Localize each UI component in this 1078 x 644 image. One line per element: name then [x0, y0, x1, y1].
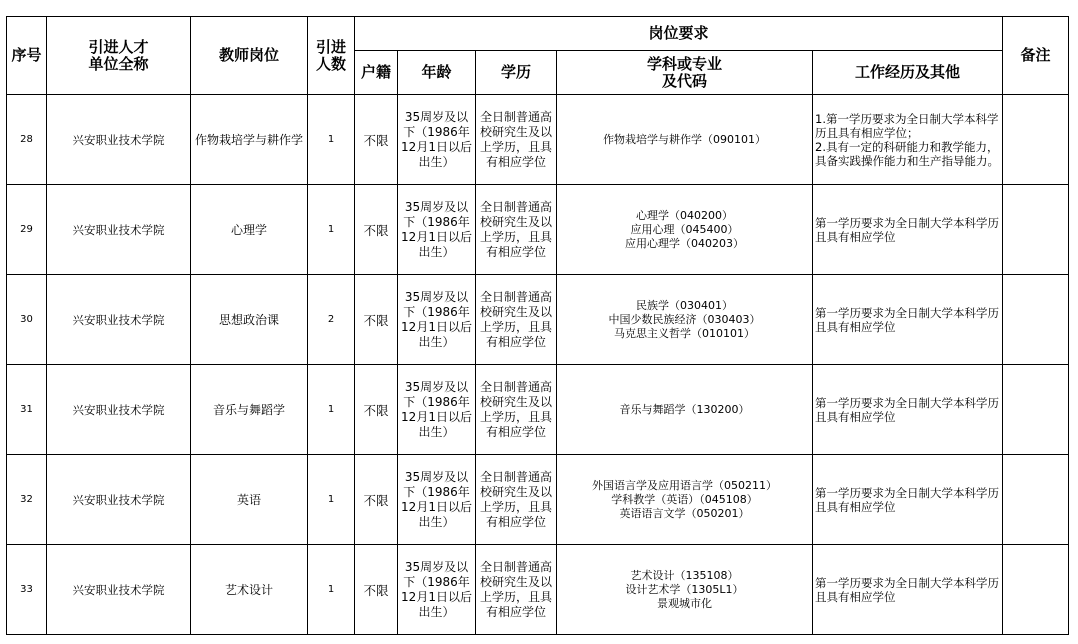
cell-education: 全日制普通高校研究生及以上学历，且具有相应学位 [476, 95, 557, 185]
table-row [7, 545, 1069, 635]
experience-item: 2.具有一定的科研能力和教学能力，具备实践操作能力和生产指导能力。 [815, 139, 999, 168]
experience-item: 第一学历要求为全日制大学本科学历且具有相应学位 [815, 215, 999, 244]
cell-education: 全日制普通高校研究生及以上学历，且具有相应学位 [476, 365, 557, 455]
header-education: 学历 [476, 51, 557, 95]
cell-note [1003, 545, 1069, 635]
cell-seq: 33 [7, 545, 47, 635]
cell-position: 作物栽培学与耕作学 [191, 95, 308, 185]
header-requirements: 岗位要求 [355, 17, 1003, 51]
cell-hukou: 不限 [355, 455, 398, 545]
cell-experience [813, 365, 1003, 455]
experience-item: 第一学历要求为全日制大学本科学历且具有相应学位 [815, 575, 999, 604]
cell-major [557, 455, 813, 545]
header-position: 教师岗位 [191, 17, 308, 95]
cell-experience [813, 545, 1003, 635]
header-count: 引进 人数 [308, 17, 355, 95]
table-row [7, 455, 1069, 545]
header-major: 学科或专业 及代码 [557, 51, 813, 95]
cell-count: 1 [308, 185, 355, 275]
cell-hukou: 不限 [355, 365, 398, 455]
cell-position: 心理学 [191, 185, 308, 275]
cell-position: 英语 [191, 455, 308, 545]
major-item: 景观城市化 [657, 596, 712, 610]
cell-education: 全日制普通高校研究生及以上学历，且具有相应学位 [476, 275, 557, 365]
cell-note [1003, 95, 1069, 185]
major-item: 设计艺术学（1305L1） [625, 582, 744, 596]
header-experience: 工作经历及其他 [813, 51, 1003, 95]
cell-count: 1 [308, 545, 355, 635]
cell-age: 35周岁及以下（1986年12月1日以后出生） [398, 545, 476, 635]
major-item: 心理学（040200） [636, 208, 733, 222]
experience-item: 第一学历要求为全日制大学本科学历且具有相应学位 [815, 395, 999, 424]
cell-age: 35周岁及以下（1986年12月1日以后出生） [398, 365, 476, 455]
cell-unit: 兴安职业技术学院 [47, 545, 191, 635]
experience-item: 第一学历要求为全日制大学本科学历且具有相应学位 [815, 485, 999, 514]
cell-age: 35周岁及以下（1986年12月1日以后出生） [398, 185, 476, 275]
cell-unit: 兴安职业技术学院 [47, 365, 191, 455]
major-item: 英语语言文学（050201） [619, 506, 750, 520]
major-item: 应用心理学（040203） [625, 236, 744, 250]
cell-note [1003, 455, 1069, 545]
cell-count: 2 [308, 275, 355, 365]
cell-major [557, 365, 813, 455]
table-row [7, 275, 1069, 365]
major-item: 外国语言学及应用语言学（050211） [592, 478, 777, 492]
major-item: 音乐与舞蹈学（130200） [619, 402, 750, 416]
cell-unit: 兴安职业技术学院 [47, 95, 191, 185]
cell-education: 全日制普通高校研究生及以上学历，且具有相应学位 [476, 185, 557, 275]
cell-unit: 兴安职业技术学院 [47, 185, 191, 275]
cell-major [557, 185, 813, 275]
major-item: 中国少数民族经济（030403） [608, 312, 761, 326]
cell-seq: 28 [7, 95, 47, 185]
cell-major [557, 545, 813, 635]
cell-position: 思想政治课 [191, 275, 308, 365]
cell-experience [813, 275, 1003, 365]
table-row [7, 365, 1069, 455]
cell-hukou: 不限 [355, 545, 398, 635]
table-row [7, 95, 1069, 185]
cell-count: 1 [308, 365, 355, 455]
cell-seq: 30 [7, 275, 47, 365]
major-item: 作物栽培学与耕作学（090101） [603, 132, 766, 146]
cell-age: 35周岁及以下（1986年12月1日以后出生） [398, 455, 476, 545]
cell-count: 1 [308, 455, 355, 545]
cell-unit: 兴安职业技术学院 [47, 275, 191, 365]
table-row [7, 185, 1069, 275]
major-item: 艺术设计（135108） [630, 568, 739, 582]
experience-item: 1.第一学历要求为全日制大学本科学历且具有相应学位； [815, 111, 999, 140]
major-item: 应用心理（045400） [630, 222, 739, 236]
cell-hukou: 不限 [355, 185, 398, 275]
cell-experience [813, 455, 1003, 545]
cell-seq: 29 [7, 185, 47, 275]
table-body [7, 95, 1069, 635]
cell-note [1003, 185, 1069, 275]
cell-education: 全日制普通高校研究生及以上学历，且具有相应学位 [476, 455, 557, 545]
cell-hukou: 不限 [355, 95, 398, 185]
header-note: 备注 [1003, 17, 1069, 95]
cell-count: 1 [308, 95, 355, 185]
cell-experience [813, 95, 1003, 185]
cell-experience [813, 185, 1003, 275]
cell-education: 全日制普通高校研究生及以上学历，且具有相应学位 [476, 545, 557, 635]
cell-major [557, 95, 813, 185]
major-item: 民族学（030401） [636, 298, 733, 312]
cell-hukou: 不限 [355, 275, 398, 365]
header-seq: 序号 [7, 17, 47, 95]
header-age: 年龄 [398, 51, 476, 95]
cell-note [1003, 275, 1069, 365]
cell-seq: 32 [7, 455, 47, 545]
cell-age: 35周岁及以下（1986年12月1日以后出生） [398, 275, 476, 365]
cell-position: 音乐与舞蹈学 [191, 365, 308, 455]
header-unit: 引进人才 单位全称 [47, 17, 191, 95]
experience-item: 第一学历要求为全日制大学本科学历且具有相应学位 [815, 305, 999, 334]
cell-unit: 兴安职业技术学院 [47, 455, 191, 545]
cell-note [1003, 365, 1069, 455]
cell-age: 35周岁及以下（1986年12月1日以后出生） [398, 95, 476, 185]
header-hukou: 户籍 [355, 51, 398, 95]
major-item: 马克思主义哲学（010101） [614, 326, 755, 340]
cell-seq: 31 [7, 365, 47, 455]
cell-position: 艺术设计 [191, 545, 308, 635]
cell-major [557, 275, 813, 365]
major-item: 学科教学（英语）（045108） [611, 492, 758, 506]
recruitment-table [6, 16, 1069, 635]
